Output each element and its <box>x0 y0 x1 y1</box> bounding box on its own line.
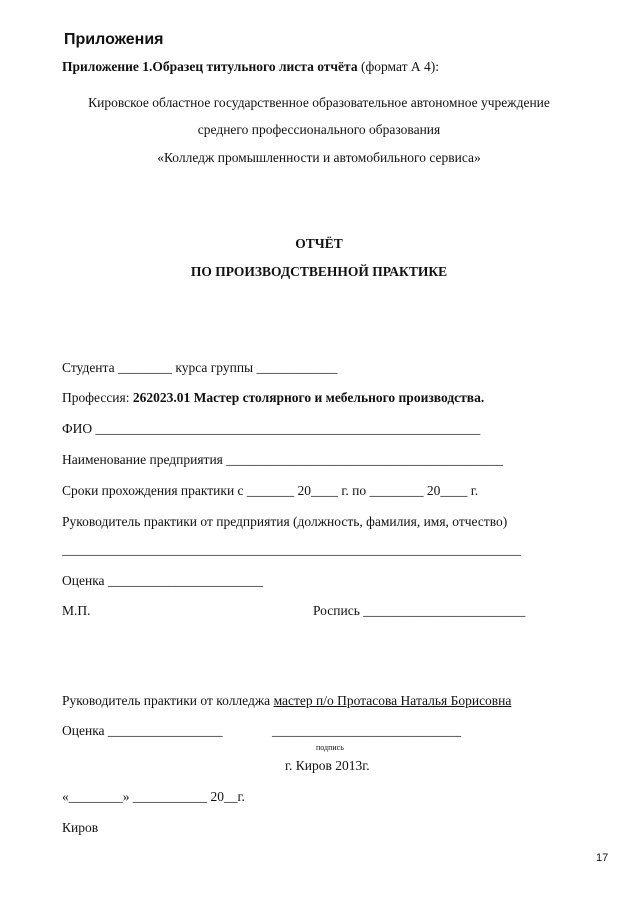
section-heading: Приложения <box>64 31 164 48</box>
blank-line: ____________________________________________________________________ <box>62 542 521 557</box>
grade-line-2: Оценка _________________ <box>62 723 223 738</box>
institution-line-2: среднего профессионального образования <box>197 122 441 137</box>
profession-value: 262023.01 Мастер столярного и мебельного производства. <box>132 390 485 405</box>
fio-line: ФИО _________________________________________________________ <box>62 421 481 436</box>
profession-line <box>62 390 484 406</box>
city: Киров <box>62 820 99 835</box>
supervisor-company-line: Руководитель практики от предприятия (должность, фамилия, имя, отчество) <box>62 514 508 529</box>
report-subtitle: ПО ПРОИЗВОДСТВЕННОЙ ПРАКТИКЕ <box>190 264 448 279</box>
supervisor-college-value: мастер п/о Протасова Наталья Борисовна <box>273 693 512 708</box>
city-year: г. Киров 2013г. <box>285 758 370 773</box>
page-number: 17 <box>596 852 609 864</box>
company-line: Наименование предприятия _________________________________________ <box>62 452 504 467</box>
stamp-label: М.П. <box>62 603 91 618</box>
appendix-title: Приложение 1.Образец титульного листа отчёта <box>62 59 358 74</box>
profession-label: Профессия: <box>62 390 133 405</box>
student-line: Студента ________ курса группы ____________ <box>62 360 338 375</box>
signature-blank: ____________________________ <box>272 723 461 738</box>
supervisor-college-label: Руководитель практики от колледжа <box>62 693 274 708</box>
institution-line-3: «Колледж промышленности и автомобильного сервиса» <box>157 150 481 165</box>
appendix-format: (формат А 4): <box>357 59 439 74</box>
signature-line: Роспись ________________________ <box>313 603 526 618</box>
date-line: «________» ___________ 20__г. <box>62 789 245 804</box>
report-title: ОТЧЁТ <box>295 236 343 251</box>
appendix-line <box>62 59 439 75</box>
dates-line: Сроки прохождения практики с _______ 20____ г. по ________ 20____ г. <box>62 483 479 498</box>
signature-caption: подпись <box>316 743 344 752</box>
institution-line-1: Кировское областное государственное образовательное автономное учреждение <box>88 95 550 110</box>
grade-line-1: Оценка _______________________ <box>62 573 264 588</box>
supervisor-college-line <box>62 693 511 709</box>
